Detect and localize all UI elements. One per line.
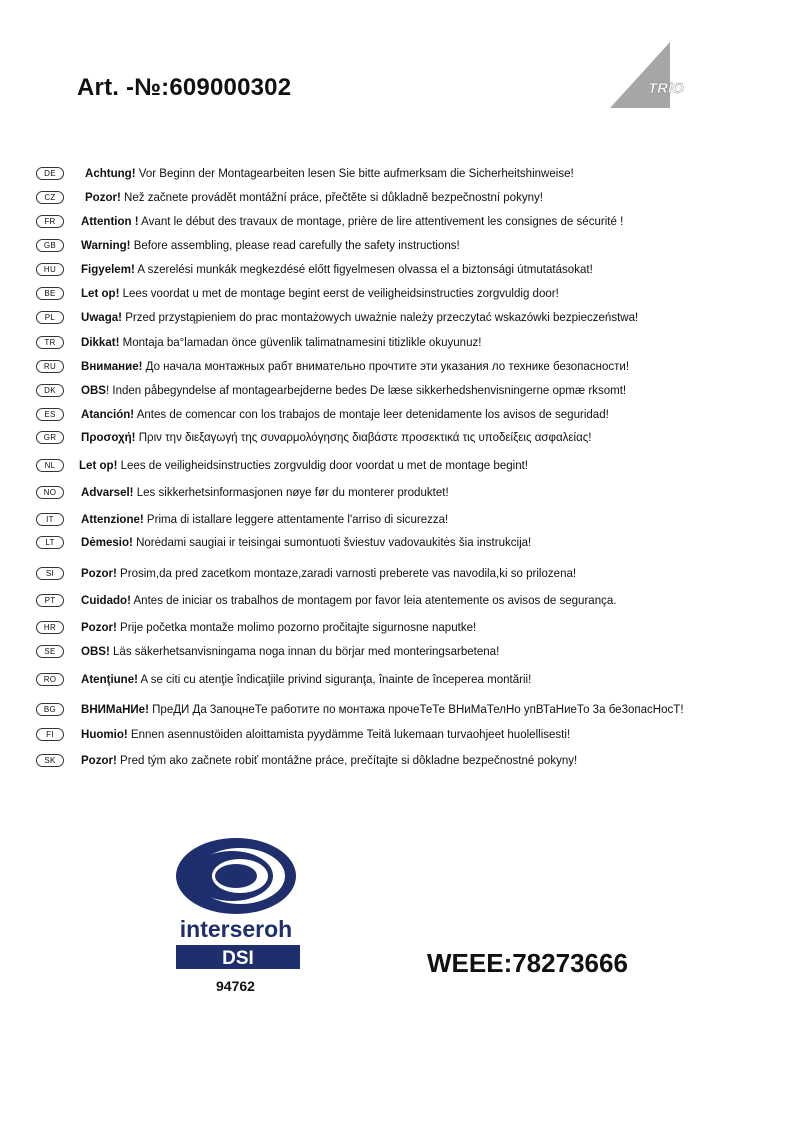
warning-row [36, 356, 670, 376]
warning-body: Vor Beginn der Montagearbeiten lesen Sie bitte aufmerksam die Sicherheitshinweise! [135, 166, 574, 180]
language-code-badge: HR [36, 621, 64, 634]
language-code-badge: GR [36, 431, 64, 444]
warning-title: Let op! [81, 286, 120, 300]
warning-title: Attenzione! [81, 512, 144, 526]
warning-text [81, 238, 460, 252]
warning-text [81, 620, 476, 634]
interseroh-dsi-logo [172, 838, 300, 970]
warning-body: Prije početka montaže molimo pozorno pročitajte sigurnosne naputke! [116, 620, 477, 634]
warning-text [81, 593, 616, 607]
warning-text [81, 702, 684, 716]
warning-text [85, 166, 574, 180]
warning-text [81, 672, 531, 686]
warning-text [81, 286, 559, 300]
warning-text [81, 310, 638, 324]
warning-row [36, 563, 613, 583]
warning-body: Lees voordat u met de montage begint eerst de veiligheidsinstructies zorgvuldig door! [119, 286, 559, 300]
language-code-badge: FI [36, 728, 64, 741]
warning-title: Pozor! [85, 190, 121, 204]
warning-row [36, 332, 512, 352]
warning-text [81, 535, 531, 549]
warning-row [36, 187, 577, 207]
language-code-badge: BE [36, 287, 64, 300]
warning-text [81, 407, 609, 421]
language-code-badge: SI [36, 567, 64, 580]
language-code-badge: RU [36, 360, 64, 373]
warning-title: Προσοχή! [81, 430, 136, 444]
language-code-badge: LT [36, 536, 64, 549]
warning-row [36, 641, 531, 661]
warning-text [81, 485, 449, 499]
language-code-badge: PL [36, 311, 64, 324]
warning-title: Achtung! [85, 166, 136, 180]
warning-row [36, 427, 630, 447]
warning-title: Advarsel! [81, 485, 134, 499]
language-code-badge: RO [36, 673, 64, 686]
warning-row [36, 699, 729, 719]
warning-body: A se citi cu atenţie îndicaţiile privind siguranţa, înainte de începerea montării! [137, 672, 532, 686]
warning-row [36, 283, 595, 303]
warning-text [81, 753, 577, 767]
warning-body: A szerelési munkák megkezdésé előtt figyelmesen olvassa el a biztonsági útmutatásokat! [134, 262, 593, 276]
warning-title: Pozor! [81, 753, 117, 767]
warning-title: Pozor! [81, 620, 117, 634]
warning-text [81, 383, 626, 397]
warning-body: Prima di istallare leggere attentamente l'arriso di sicurezza! [143, 512, 449, 526]
article-number: Art. -№:609000302 [77, 74, 292, 101]
weee-registration: WEEE:78273666 [427, 948, 628, 978]
language-code-badge: GB [36, 239, 64, 252]
language-code-badge: HU [36, 263, 64, 276]
warning-title: Let op! [79, 458, 118, 472]
warning-text [85, 190, 543, 204]
warning-row [36, 590, 657, 610]
language-code-badge: BG [36, 703, 64, 716]
language-code-badge: FR [36, 215, 64, 228]
language-code-badge: CZ [36, 191, 64, 204]
dsi-logo-text: DSI [222, 948, 254, 969]
warning-body: Przed przystąpieniem do prac montażowych uważnie należy przeczytać wskazówki bezpieczeństwa! [121, 310, 639, 324]
trio-logo-text: TRIO [648, 80, 684, 97]
interseroh-number: 94762 [216, 978, 255, 994]
warning-body: Antes de comencar con los trabajos de montaje leer detenidamente los avisos de seguridad! [134, 407, 609, 421]
warning-title: Warning! [81, 238, 131, 252]
warning-body: Before assembling, please read carefully the safety instructions! [130, 238, 460, 252]
warning-text [81, 644, 499, 658]
warning-body: До начала монтажных рабт внимательно прочтите эти указания ло технике безопасности! [142, 359, 630, 373]
language-code-badge: DE [36, 167, 64, 180]
warning-text [81, 262, 593, 276]
warning-row [36, 482, 476, 502]
warning-body: Než začnete provádět montážní práce, přečtěte si důkladně bezpečnostní pokyny! [120, 190, 543, 204]
warning-title: OBS [81, 383, 106, 397]
warning-text [81, 727, 570, 741]
warning-row [36, 532, 565, 552]
warning-title: ВНИМаНИе! [81, 702, 149, 716]
warning-row [36, 617, 506, 637]
warning-title: Pozor! [81, 566, 117, 580]
warning-row [36, 211, 664, 231]
warning-row [36, 163, 611, 183]
warning-text [81, 512, 448, 526]
warning-title: Внимание! [81, 359, 143, 373]
warning-text [81, 359, 629, 373]
warning-row [36, 404, 649, 424]
warning-row [36, 380, 667, 400]
warning-title: Attention ! [81, 214, 139, 228]
warning-body: ! Inden påbegyndelse af montagearbejderne bedes De læse sikkerhedshenvisningerne opmæ rksomt! [105, 383, 627, 397]
warning-title: Dikkat! [81, 335, 120, 349]
warning-body: Antes de iniciar os trabalhos de montagem por favor leia atentemente os avisos de segurança. [130, 593, 617, 607]
trio-logo [608, 42, 708, 110]
warning-title: Uwaga! [81, 310, 122, 324]
warning-title: Huomio! [81, 727, 128, 741]
language-code-badge: SE [36, 645, 64, 658]
warning-body: Läs säkerhetsanvisningama noga innan du börjar med monteringsarbetena! [109, 644, 500, 658]
warning-title: Dėmesio! [81, 535, 133, 549]
language-code-badge: TR [36, 336, 64, 349]
interseroh-logo-text: interseroh [179, 916, 293, 942]
language-code-badge: NL [36, 459, 64, 472]
warning-row [36, 509, 476, 529]
warning-row [36, 750, 615, 770]
warning-body: Pred tým ako začnete robiť montážne práce, prečítajte si dôkladne bezpečnostné pokyny! [116, 753, 578, 767]
warning-title: Atanción! [81, 407, 135, 421]
language-code-badge: NO [36, 486, 64, 499]
warning-text [79, 458, 528, 472]
warning-row [36, 455, 562, 475]
warning-title: OBS! [81, 644, 110, 658]
warning-body: Norėdami saugiai ir teisingai sumontuoti šviestuv vadovaukitės šia instrukcija! [132, 535, 532, 549]
warning-body: Ennen asennustöiden aloittamista pyydämme Teitä lukemaan turvaohjeet huolellisesti! [127, 727, 571, 741]
warning-text [81, 430, 591, 444]
warning-body: Prosim,da pred zacetkom montaze,zaradi varnosti preberete vas navodila,ki so prilozena! [116, 566, 577, 580]
warning-row [36, 235, 488, 255]
warning-row [36, 669, 565, 689]
warning-title: Cuidado! [81, 593, 131, 607]
warning-body: Les sikkerhetsinformasjonen nøye før du monterer produktet! [133, 485, 449, 499]
warning-body: Πριν την διεξαγωγή της συναρμολόγησης διαβάστε προσεκτικά τις υποδείξεις ασφαλείας! [135, 430, 592, 444]
language-code-badge: SK [36, 754, 64, 767]
warning-row [36, 307, 680, 327]
language-code-badge: PT [36, 594, 64, 607]
warning-text [81, 566, 576, 580]
language-code-badge: IT [36, 513, 64, 526]
warning-text [81, 335, 481, 349]
warning-title: Atenţiune! [81, 672, 138, 686]
warning-row [36, 259, 631, 279]
warning-body: Montaja ba°lamadan önce güvenlik talimatnamesini titizlikle okuyunuz! [119, 335, 482, 349]
language-code-badge: DK [36, 384, 64, 397]
warning-text [81, 214, 623, 228]
warning-body: Avant le début des travaux de montage, prière de lire attentivement les consignes de sécurité ! [138, 214, 624, 228]
warning-row [36, 724, 607, 744]
warning-body: ПреДИ Да 3апоцнеТе работите по монтажа прочеТеТе ВНиМаТелНо упВТаНиеТо 3а бе3опасНосТ! [148, 702, 684, 716]
warning-body: Lees de veiligheidsinstructies zorgvuldig door voordat u met de montage begint! [117, 458, 529, 472]
warning-title: Figyelem! [81, 262, 135, 276]
language-code-badge: ES [36, 408, 64, 421]
